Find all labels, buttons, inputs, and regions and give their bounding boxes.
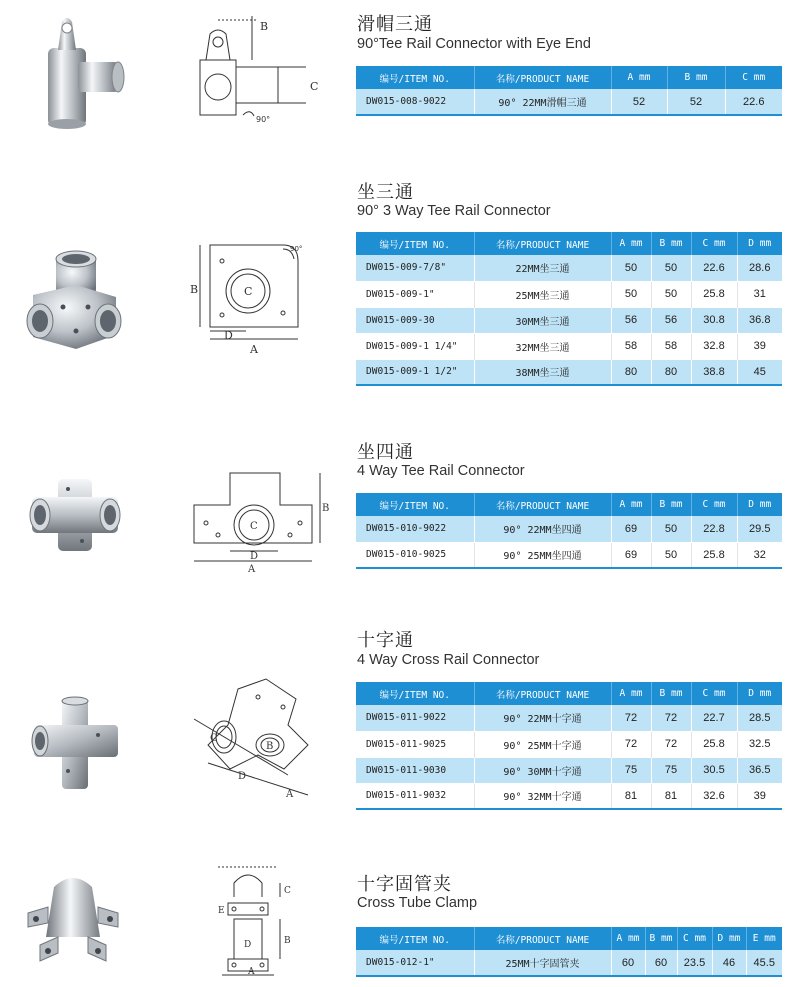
- table-row: [356, 359, 782, 385]
- table-row: [356, 705, 782, 731]
- column-header: D mm: [737, 232, 782, 255]
- dim-b: 81: [651, 783, 691, 809]
- column-header: D mm: [712, 927, 746, 950]
- dim-d: 36.8: [737, 307, 782, 333]
- column-header: B mm: [645, 927, 677, 950]
- dim-d: 32: [737, 542, 782, 568]
- item-number: DW015-011-9030: [356, 757, 474, 783]
- column-header: C mm: [691, 682, 737, 705]
- dim-b: 50: [651, 516, 691, 542]
- table-row: [356, 542, 782, 568]
- drawing-label-angle: 90°: [256, 115, 271, 124]
- column-header: A mm: [611, 66, 667, 89]
- dim-d: 39: [737, 333, 782, 359]
- column-header: 名称/PRODUCT NAME: [474, 682, 611, 705]
- section-title-en: 4 Way Cross Rail Connector: [357, 652, 540, 668]
- table-row: [356, 731, 782, 757]
- product-photo-cross-tube-clamp: [18, 867, 128, 967]
- product-name: 90° 30MM十字通: [474, 757, 611, 783]
- dim-a: 80: [611, 359, 651, 385]
- column-header: C mm: [691, 232, 737, 255]
- dim-c: 22.7: [691, 705, 737, 731]
- dim-d: 36.5: [737, 757, 782, 783]
- technical-drawing-4-way-cross: [188, 675, 328, 805]
- column-header: 名称/PRODUCT NAME: [474, 232, 611, 255]
- item-number: DW015-009-1 1/4": [356, 333, 474, 359]
- item-number: DW015-011-9022: [356, 705, 474, 731]
- dim-b: 50: [651, 255, 691, 281]
- table-row: [356, 333, 782, 359]
- product-name: 32MM坐三通: [474, 333, 611, 359]
- column-header: A mm: [611, 232, 651, 255]
- technical-drawing-4-way-tee: [188, 465, 328, 575]
- product-name: 90° 25MM坐四通: [474, 542, 611, 568]
- drawing-label-d: D: [238, 771, 247, 782]
- dim-a: 81: [611, 783, 651, 809]
- section-title-cn: 坐四通: [357, 442, 414, 463]
- dim-b: 72: [651, 705, 691, 731]
- item-number: DW015-011-9032: [356, 783, 474, 809]
- column-header: 编号/ITEM NO.: [356, 682, 474, 705]
- section-title-cn: 坐三通: [357, 182, 414, 203]
- table-row: [356, 281, 782, 307]
- dim-d: 28.6: [737, 255, 782, 281]
- dim-d: 29.5: [737, 516, 782, 542]
- spec-table-4-way-tee: [356, 493, 782, 569]
- drawing-label-angle: 90°: [290, 245, 303, 253]
- section-title-en: Cross Tube Clamp: [357, 895, 478, 911]
- dim-a: 52: [611, 89, 667, 115]
- table-header-row: [356, 927, 782, 950]
- dim-d: 39: [737, 783, 782, 809]
- product-name: 38MM坐三通: [474, 359, 611, 385]
- dim-c: 23.5: [677, 950, 712, 976]
- product-photo-tee-eye-end: [18, 10, 128, 130]
- dim-a: 75: [611, 757, 651, 783]
- table-header-row: [356, 682, 782, 705]
- section-title-en: 4 Way Tee Rail Connector: [357, 463, 525, 479]
- item-number: DW015-009-30: [356, 307, 474, 333]
- drawing-label-a: A: [248, 967, 255, 977]
- column-header: A mm: [611, 682, 651, 705]
- table-header-row: [356, 493, 782, 516]
- dim-a: 50: [611, 281, 651, 307]
- column-header: 名称/PRODUCT NAME: [474, 66, 611, 89]
- dim-c: 38.8: [691, 359, 737, 385]
- column-header: C mm: [725, 66, 782, 89]
- item-number: DW015-009-7/8": [356, 255, 474, 281]
- item-number: DW015-009-1": [356, 281, 474, 307]
- column-header: B mm: [651, 682, 691, 705]
- product-name: 90° 22MM滑帽三通: [474, 89, 611, 115]
- item-number: DW015-010-9022: [356, 516, 474, 542]
- product-name: 90° 25MM十字通: [474, 731, 611, 757]
- section-cross-tube-clamp: [0, 855, 800, 987]
- section-title-cn: 十字固管夹: [357, 874, 452, 895]
- section-tee-eye-end: [0, 0, 800, 160]
- dim-b: 60: [645, 950, 677, 976]
- dim-c: 30.8: [691, 307, 737, 333]
- product-name: 30MM坐三通: [474, 307, 611, 333]
- dim-a: 69: [611, 542, 651, 568]
- dim-c: 22.6: [725, 89, 782, 115]
- dim-d: 28.5: [737, 705, 782, 731]
- drawing-label-c: C: [210, 733, 218, 744]
- column-header: B mm: [667, 66, 725, 89]
- dim-a: 58: [611, 333, 651, 359]
- drawing-label-c: C: [250, 521, 258, 532]
- table-row: [356, 516, 782, 542]
- drawing-label-a: A: [248, 564, 256, 575]
- dim-d: 32.5: [737, 731, 782, 757]
- drawing-label-c: C: [284, 886, 291, 896]
- drawing-label-b: B: [190, 283, 199, 296]
- spec-table-cross-tube-clamp: [356, 927, 782, 977]
- drawing-label-d: D: [224, 329, 233, 342]
- product-name: 22MM坐三通: [474, 255, 611, 281]
- drawing-label-a: A: [286, 789, 294, 800]
- dim-a: 72: [611, 705, 651, 731]
- product-photo-4-way-tee: [18, 475, 128, 555]
- table-header-row: [356, 232, 782, 255]
- dim-a: 50: [611, 255, 651, 281]
- dim-b: 50: [651, 281, 691, 307]
- dim-b: 75: [651, 757, 691, 783]
- column-header: D mm: [737, 682, 782, 705]
- dim-c: 25.8: [691, 542, 737, 568]
- section-3-way-tee: [0, 160, 800, 420]
- product-name: 90° 32MM十字通: [474, 783, 611, 809]
- spec-table-tee-eye-end: [356, 66, 782, 116]
- item-number: DW015-010-9025: [356, 542, 474, 568]
- dim-e: 45.5: [746, 950, 782, 976]
- dim-b: 80: [651, 359, 691, 385]
- column-header: 名称/PRODUCT NAME: [474, 493, 611, 516]
- column-header: D mm: [737, 493, 782, 516]
- column-header: E mm: [746, 927, 782, 950]
- section-title-cn: 十字通: [357, 630, 414, 651]
- table-row: [356, 307, 782, 333]
- product-photo-3-way-tee: [18, 245, 128, 355]
- table-row: [356, 950, 782, 976]
- drawing-label-b: B: [322, 503, 330, 514]
- drawing-label-c: C: [310, 80, 319, 93]
- dim-a: 60: [611, 950, 645, 976]
- dim-b: 56: [651, 307, 691, 333]
- table-row: [356, 783, 782, 809]
- dim-c: 32.6: [691, 783, 737, 809]
- technical-drawing-tee-eye-end: [188, 12, 328, 127]
- dim-a: 72: [611, 731, 651, 757]
- dim-d: 46: [712, 950, 746, 976]
- section-title-en: 90°Tee Rail Connector with Eye End: [357, 36, 591, 52]
- column-header: C mm: [677, 927, 712, 950]
- dim-b: 72: [651, 731, 691, 757]
- column-header: 名称/PRODUCT NAME: [474, 927, 611, 950]
- dim-d: 45: [737, 359, 782, 385]
- dim-c: 32.8: [691, 333, 737, 359]
- technical-drawing-cross-tube-clamp: [188, 863, 328, 978]
- dim-a: 69: [611, 516, 651, 542]
- column-header: 编号/ITEM NO.: [356, 493, 474, 516]
- dim-c: 25.8: [691, 281, 737, 307]
- product-name: 25MM十字固管夹: [474, 950, 611, 976]
- column-header: 编号/ITEM NO.: [356, 927, 474, 950]
- item-number: DW015-009-1 1/2": [356, 359, 474, 385]
- spec-table-4-way-cross: [356, 682, 782, 810]
- dim-b: 58: [651, 333, 691, 359]
- dim-c: 22.6: [691, 255, 737, 281]
- drawing-label-b: B: [266, 741, 274, 752]
- dim-b: 50: [651, 542, 691, 568]
- section-title-en: 90° 3 Way Tee Rail Connector: [357, 203, 551, 219]
- table-row: [356, 255, 782, 281]
- section-title-cn: 滑帽三通: [357, 14, 433, 35]
- product-name: 25MM坐三通: [474, 281, 611, 307]
- column-header: A mm: [611, 493, 651, 516]
- dim-d: 31: [737, 281, 782, 307]
- drawing-label-b: B: [284, 936, 291, 946]
- table-row: [356, 757, 782, 783]
- drawing-label-e: E: [218, 906, 225, 916]
- drawing-label-d: D: [250, 551, 259, 562]
- drawing-label-d: D: [244, 940, 252, 950]
- column-header: B mm: [651, 232, 691, 255]
- dim-c: 25.8: [691, 731, 737, 757]
- product-name: 90° 22MM十字通: [474, 705, 611, 731]
- drawing-label-a: A: [250, 343, 258, 356]
- dim-c: 22.8: [691, 516, 737, 542]
- drawing-label-c: C: [244, 285, 253, 298]
- item-number: DW015-011-9025: [356, 731, 474, 757]
- column-header: 编号/ITEM NO.: [356, 66, 474, 89]
- column-header: C mm: [691, 493, 737, 516]
- item-number: DW015-008-9022: [356, 89, 474, 115]
- dim-c: 30.5: [691, 757, 737, 783]
- table-header-row: [356, 66, 782, 89]
- product-name: 90° 22MM坐四通: [474, 516, 611, 542]
- product-photo-4-way-cross: [18, 695, 128, 795]
- drawing-label-b: B: [260, 20, 269, 33]
- dim-b: 52: [667, 89, 725, 115]
- column-header: B mm: [651, 493, 691, 516]
- dim-a: 56: [611, 307, 651, 333]
- section-4-way-tee: [0, 420, 800, 620]
- column-header: A mm: [611, 927, 645, 950]
- technical-drawing-3-way-tee: [188, 235, 328, 360]
- table-row: [356, 89, 782, 115]
- item-number: DW015-012-1": [356, 950, 474, 976]
- section-4-way-cross: [0, 620, 800, 855]
- column-header: 编号/ITEM NO.: [356, 232, 474, 255]
- spec-table-3-way-tee: [356, 232, 782, 386]
